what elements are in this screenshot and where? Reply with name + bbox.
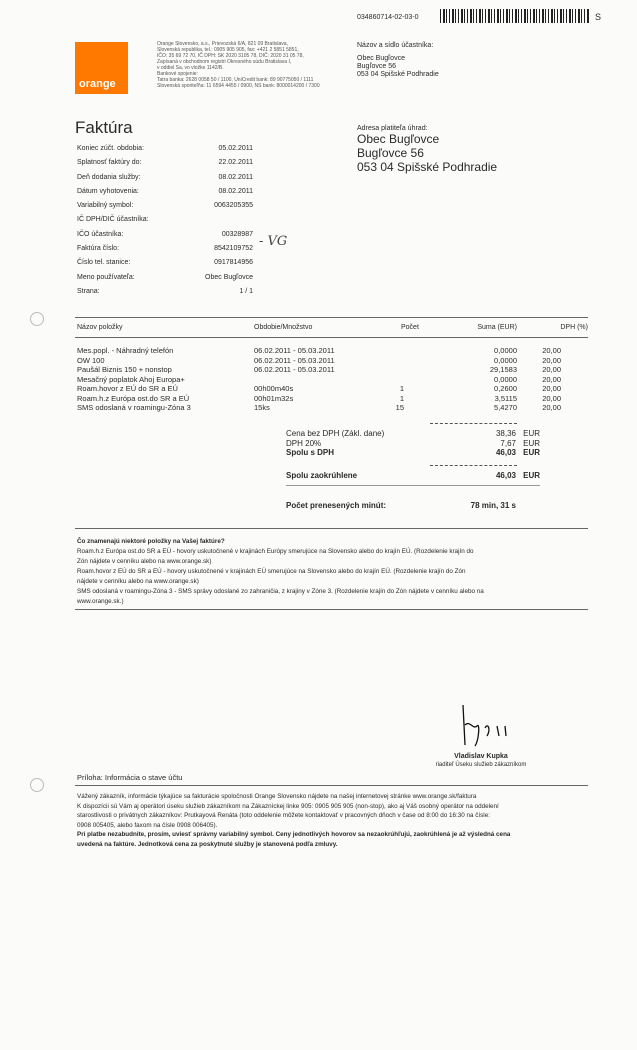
barcode — [440, 9, 590, 23]
field-row — [77, 271, 253, 285]
minutes-value: 78 min, 31 s — [470, 501, 516, 510]
table-row — [77, 384, 561, 394]
item-period: 06.02.2011 - 05.03.2011 — [254, 355, 335, 365]
field-label: Koniec zúčt. obdobia: — [77, 145, 144, 152]
field-row — [77, 171, 253, 185]
signatory-name: Vladislav Kupka — [454, 753, 508, 760]
footer-top-rule — [75, 785, 588, 786]
punch-hole — [30, 778, 44, 792]
item-sum: 3,5115 — [494, 393, 517, 403]
field-label: Číslo tel. stanice: — [77, 259, 131, 267]
field-label: Dátum vyhotovenia: — [77, 187, 139, 195]
footer-line: starostlivosti o privátnych zákazníkov: Prutkayová Renáta (toto oddelenie môžete kontaktovať v pracovných dňoch v čase od 8:00 do 16:30 na čísle: — [77, 812, 490, 819]
field-label: IČ DPH/DIČ účastníka: — [77, 216, 149, 224]
explanation-line: www.orange.sk.) — [77, 598, 124, 605]
item-name: SMS odoslaná v roamingu-Zóna 3 — [77, 403, 191, 412]
orange-logo — [75, 42, 128, 94]
logo-text: orange — [79, 78, 116, 90]
item-period: 00h01m32s — [254, 393, 294, 403]
recipient-block — [357, 42, 439, 79]
item-period: 06.02.2011 - 05.03.2011 — [254, 346, 335, 355]
company-line: Slovenská republika, tel.: 0905 905 905, fax: +421 2 5851 5851, — [157, 47, 299, 53]
payer-line: Bugľovce 56 — [357, 146, 424, 160]
item-period — [254, 375, 374, 385]
recipient-line: Obec Bugľovce — [357, 55, 405, 62]
recipient-line: 053 04 Spišské Podhradie — [357, 71, 439, 78]
rounded-value: 46,03 — [495, 471, 516, 480]
total-value: 7,67 — [500, 438, 516, 448]
item-period: 06.02.2011 - 05.03.2011 — [254, 365, 335, 374]
footer-line: 0908 005405, alebo faxom na čísle 0908 006405). — [77, 821, 218, 829]
field-row — [77, 156, 253, 170]
field-row — [77, 213, 253, 227]
item-sum: 0,0000 — [494, 374, 517, 384]
field-label: Splatnosť faktúry do: — [77, 159, 142, 167]
company-line: Bankové spojenie: — [157, 71, 198, 77]
table-top-rule — [75, 317, 588, 318]
rounded-currency: EUR — [523, 471, 540, 480]
item-sum: 29,1583 — [489, 365, 517, 374]
footer-line: Pri platbe nezabudnite, prosím, uviesť správny variabilný symbol. Ceny jednotlivých hovorov sa nezaokrúhľujú, zaokrúhlená je až výsledná cena — [77, 831, 511, 838]
field-row — [77, 242, 253, 256]
field-row — [77, 199, 253, 213]
explanations-bottom-rule — [75, 609, 588, 610]
item-name: Roam.h.z Európa ost.do SR a EÚ — [77, 393, 190, 403]
footer — [77, 792, 587, 849]
attachment-label: Príloha: Informácia o stave účtu — [77, 773, 183, 782]
company-line: Tatra banka: 2628 0058 50 / 1100, UniCredit bank: 89 90775050 / 1111 — [157, 77, 314, 83]
company-line: Orange Slovensko, a.s., Prievozská 6/A, 821 09 Bratislava, — [157, 41, 288, 47]
total-row — [286, 448, 540, 458]
rounded-total-row — [286, 471, 540, 480]
field-value: 0917814956 — [214, 259, 253, 267]
table-row — [77, 356, 561, 366]
item-sum: 0,0000 — [494, 355, 517, 365]
field-label: Faktúra číslo: — [77, 245, 120, 253]
explanation-line: nájdete v cenníku alebo na www.orange.sk) — [77, 578, 199, 585]
recipient-line: Bugľovce 56 — [357, 63, 397, 70]
invoice-fields — [77, 142, 253, 299]
field-label: Deň dodania služby: — [77, 173, 141, 181]
table-row — [77, 365, 561, 375]
field-row — [77, 285, 253, 299]
footer-line: Vážený zákazník, informácie týkajúce sa fakturácie spoločnosti Orange Slovensko nájdete na našej internetovej stránke www.orange.sk/faktura — [77, 793, 477, 800]
payer-block — [357, 125, 497, 174]
item-vat: 20,00 — [542, 374, 561, 384]
total-row — [286, 439, 540, 449]
item-count — [374, 356, 404, 366]
total-currency: EUR — [523, 429, 540, 438]
field-value: 08.02.2011 — [218, 187, 253, 195]
total-label: DPH 20% — [286, 438, 322, 448]
field-label: Strana: — [77, 287, 100, 295]
field-label: Variabilný symbol: — [77, 202, 134, 210]
field-row — [77, 185, 253, 199]
table-row — [77, 346, 561, 356]
explanation-line: Roam.hovor z EÚ do SR a EÚ - hovory uskutočnené v krajinách EÚ smerujúce na Slovensko alebo do krajín EÚ. (Rozdelenie krajín do Zón — [77, 568, 466, 575]
recipient-label: Názov a sídlo účastníka: — [357, 42, 434, 49]
field-value: 08.02.2011 — [218, 173, 253, 181]
table-header-rule — [75, 337, 588, 338]
field-row — [77, 142, 253, 156]
item-name: Mesačný poplatok Ahoj Europa+ — [77, 374, 185, 384]
field-value: 0063205355 — [214, 202, 253, 210]
item-vat: 20,00 — [542, 365, 561, 374]
col-header-period: Obdobie/Množstvo — [254, 324, 313, 331]
item-vat: 20,00 — [542, 403, 561, 412]
payer-line: Obec Bugľovce — [357, 132, 440, 146]
totals-dash-bottom — [430, 465, 517, 466]
total-currency: EUR — [523, 438, 540, 448]
field-value: 05.02.2011 — [218, 145, 253, 152]
items-table — [77, 346, 561, 413]
table-row — [77, 375, 561, 385]
field-value: 8542109752 — [214, 245, 253, 253]
item-name: Paušál Biznis 150 + nonstop — [77, 365, 172, 374]
total-value: 38,36 — [495, 429, 516, 438]
field-label: IČO účastníka: — [77, 230, 124, 238]
item-count — [374, 346, 404, 356]
col-header-sum: Suma (EUR) — [477, 324, 517, 331]
corner-mark: S — [595, 12, 602, 22]
field-label: Meno používateľa: — [77, 273, 135, 281]
signatory-role: riaditeľ Úseku služieb zákazníkom — [435, 762, 527, 768]
item-count — [374, 375, 404, 385]
item-sum: 0,0000 — [494, 346, 517, 355]
footer-line: uvedená na faktúre. Jednotková cena za poskytnuté služby je stanovená podľa zmluvy. — [77, 840, 338, 848]
invoice-title: Faktúra — [75, 118, 133, 137]
field-value: Obec Bugľovce — [205, 273, 253, 281]
minutes-row — [286, 501, 516, 510]
col-header-count: Počet — [401, 324, 419, 331]
signature — [455, 700, 535, 750]
company-line: v oddiel Sa, vo vložke 1142/B. — [157, 65, 224, 71]
item-count: 15 — [395, 403, 404, 412]
totals-block — [286, 429, 540, 458]
explanations-top-rule — [75, 528, 588, 529]
field-row — [77, 228, 253, 242]
punch-hole — [30, 312, 44, 326]
explanations — [77, 537, 587, 607]
field-value: 1 / 1 — [239, 287, 253, 295]
total-row — [286, 429, 540, 439]
item-period: 15ks — [254, 403, 270, 412]
total-label: Spolu s DPH — [286, 448, 335, 457]
total-currency: EUR — [523, 448, 540, 457]
explanation-line: Zón nájdete v cenníku alebo na www.orange.sk) — [77, 558, 212, 565]
table-row — [77, 394, 561, 404]
company-info — [157, 41, 327, 89]
rounded-label: Spolu zaokrúhlene — [286, 471, 358, 480]
minutes-label: Počet prenesených minút: — [286, 501, 387, 510]
explanations-title: Čo znamenajú niektoré položky na Vašej faktúre? — [77, 538, 225, 545]
item-name: Mes.popl. - Náhradný telefón — [77, 346, 174, 355]
company-line: Slovenská sporiteľňa: 11 6594 4455 / 0900, NS bank: 8000014200 / 7300 — [157, 83, 320, 89]
item-sum: 0,2600 — [494, 384, 517, 393]
item-vat: 20,00 — [542, 393, 561, 403]
item-vat: 20,00 — [542, 346, 561, 355]
total-value: 46,03 — [495, 448, 516, 457]
payer-label: Adresa platiteľa úhrad: — [357, 125, 428, 132]
rounded-rule — [286, 485, 540, 486]
field-value: 22.02.2011 — [218, 159, 253, 167]
col-header-name: Názov položky — [77, 324, 123, 331]
col-header-vat: DPH (%) — [560, 324, 588, 331]
item-count: 1 — [399, 384, 404, 393]
item-name: OW 100 — [77, 355, 105, 365]
totals-dash-top — [430, 423, 517, 424]
footer-line: K dispozícii sú Vám aj operátori úseku služieb zákazníkom na Zákazníckej linke 905: 0905 905 905 (non-stop), ako aj Váš osobný operátor na oddelení — [77, 802, 499, 810]
payer-line: 053 04 Spišské Podhradie — [357, 160, 498, 174]
item-vat: 20,00 — [542, 355, 561, 365]
item-count — [374, 365, 404, 375]
company-line: Zapísaná v obchodnom registri Okresného súdu Bratislava I, — [157, 59, 292, 65]
doc-number: 034860714-02-03-0 — [357, 14, 419, 21]
item-sum: 5,4270 — [494, 403, 517, 412]
total-label: Cena bez DPH (Zákl. dane) — [286, 429, 385, 438]
explanation-line: SMS odoslaná v roamingu-Zóna 3 - SMS správy odoslané zo zahraničia, z krajiny v Zóne 3. (Rozdelenie krajín do Zón nájdete v cenníku alebo na — [77, 588, 484, 595]
table-row — [77, 403, 561, 413]
item-period: 00h00m40s — [254, 384, 294, 393]
item-vat: 20,00 — [542, 384, 561, 393]
company-line: IČO: 35 69 72 70, IČ DPH: SK 2020 3105 78, DIČ: 2020 31 05 78, — [157, 53, 304, 59]
handwritten-note: - VG — [259, 234, 288, 249]
item-name: Roam.hovor z EÚ do SR a EÚ — [77, 384, 178, 393]
explanation-line: Roam.h.z Európa ost.do SR a EÚ - hovory uskutočnené v krajinách Európy smerujúce na Slovensko alebo do krajín EÚ. (Rozdelenie krajín do — [77, 548, 474, 555]
item-count: 1 — [399, 393, 404, 403]
field-row — [77, 256, 253, 270]
field-value: 00328987 — [221, 230, 253, 238]
